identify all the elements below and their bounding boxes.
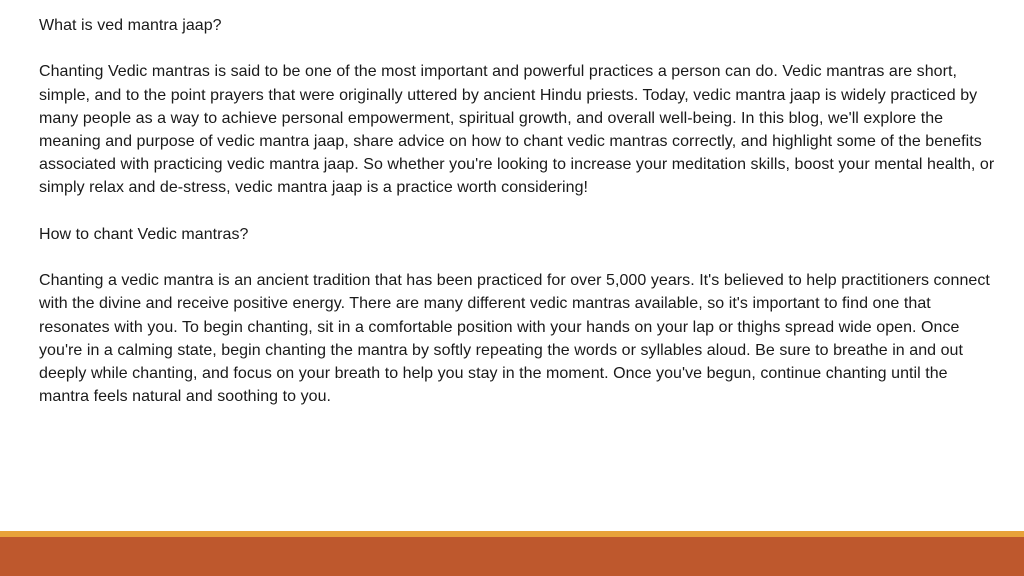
heading-how-to-chant: How to chant Vedic mantras? (39, 225, 249, 243)
slide-content (39, 14, 997, 408)
spacer (39, 246, 997, 269)
paragraph-intro: Chanting Vedic mantras is said to be one of the most important and powerful practices a person can do. Vedic mantras are short, simple, and to the point prayers that were originally uttered by ancient Hindu priests. Today, vedic mantra jaap is widely practiced by many people as a way to achieve personal empowerment, spiritual growth, and overall well-being. In this blog, we'll explore the meaning and purpose of vedic mantra jaap, share advice on how to chant vedic mantras correctly, and highlight some of the benefits associated with practicing vedic mantra jaap. So whether you're looking to increase your meditation skills, boost your mental health, or simply relax and de-stress, vedic mantra jaap is a practice worth considering! (39, 63, 995, 197)
heading-what-is-ved-mantra-jaap: What is ved mantra jaap? (39, 17, 222, 34)
spacer (39, 200, 997, 223)
footer-bar (0, 537, 1024, 576)
spacer (39, 37, 997, 60)
paragraph-how-to-chant: Chanting a vedic mantra is an ancient tradition that has been practiced for over 5,000 years. It's believed to help practitioners connect with the divine and receive positive energy. There are many different vedic mantras available, so it's important to find one that resonates with you. To begin chanting, sit in a comfortable position with your hands on your lap or thighs spread wide open. Once you're in a calming state, begin chanting the mantra by softly repeating the words or syllables aloud. Be sure to breathe in and out deeply while chanting, and focus on your breath to help you stay in the moment. Once you've begun, continue chanting until the mantra feels natural and soothing to you. (39, 272, 990, 406)
